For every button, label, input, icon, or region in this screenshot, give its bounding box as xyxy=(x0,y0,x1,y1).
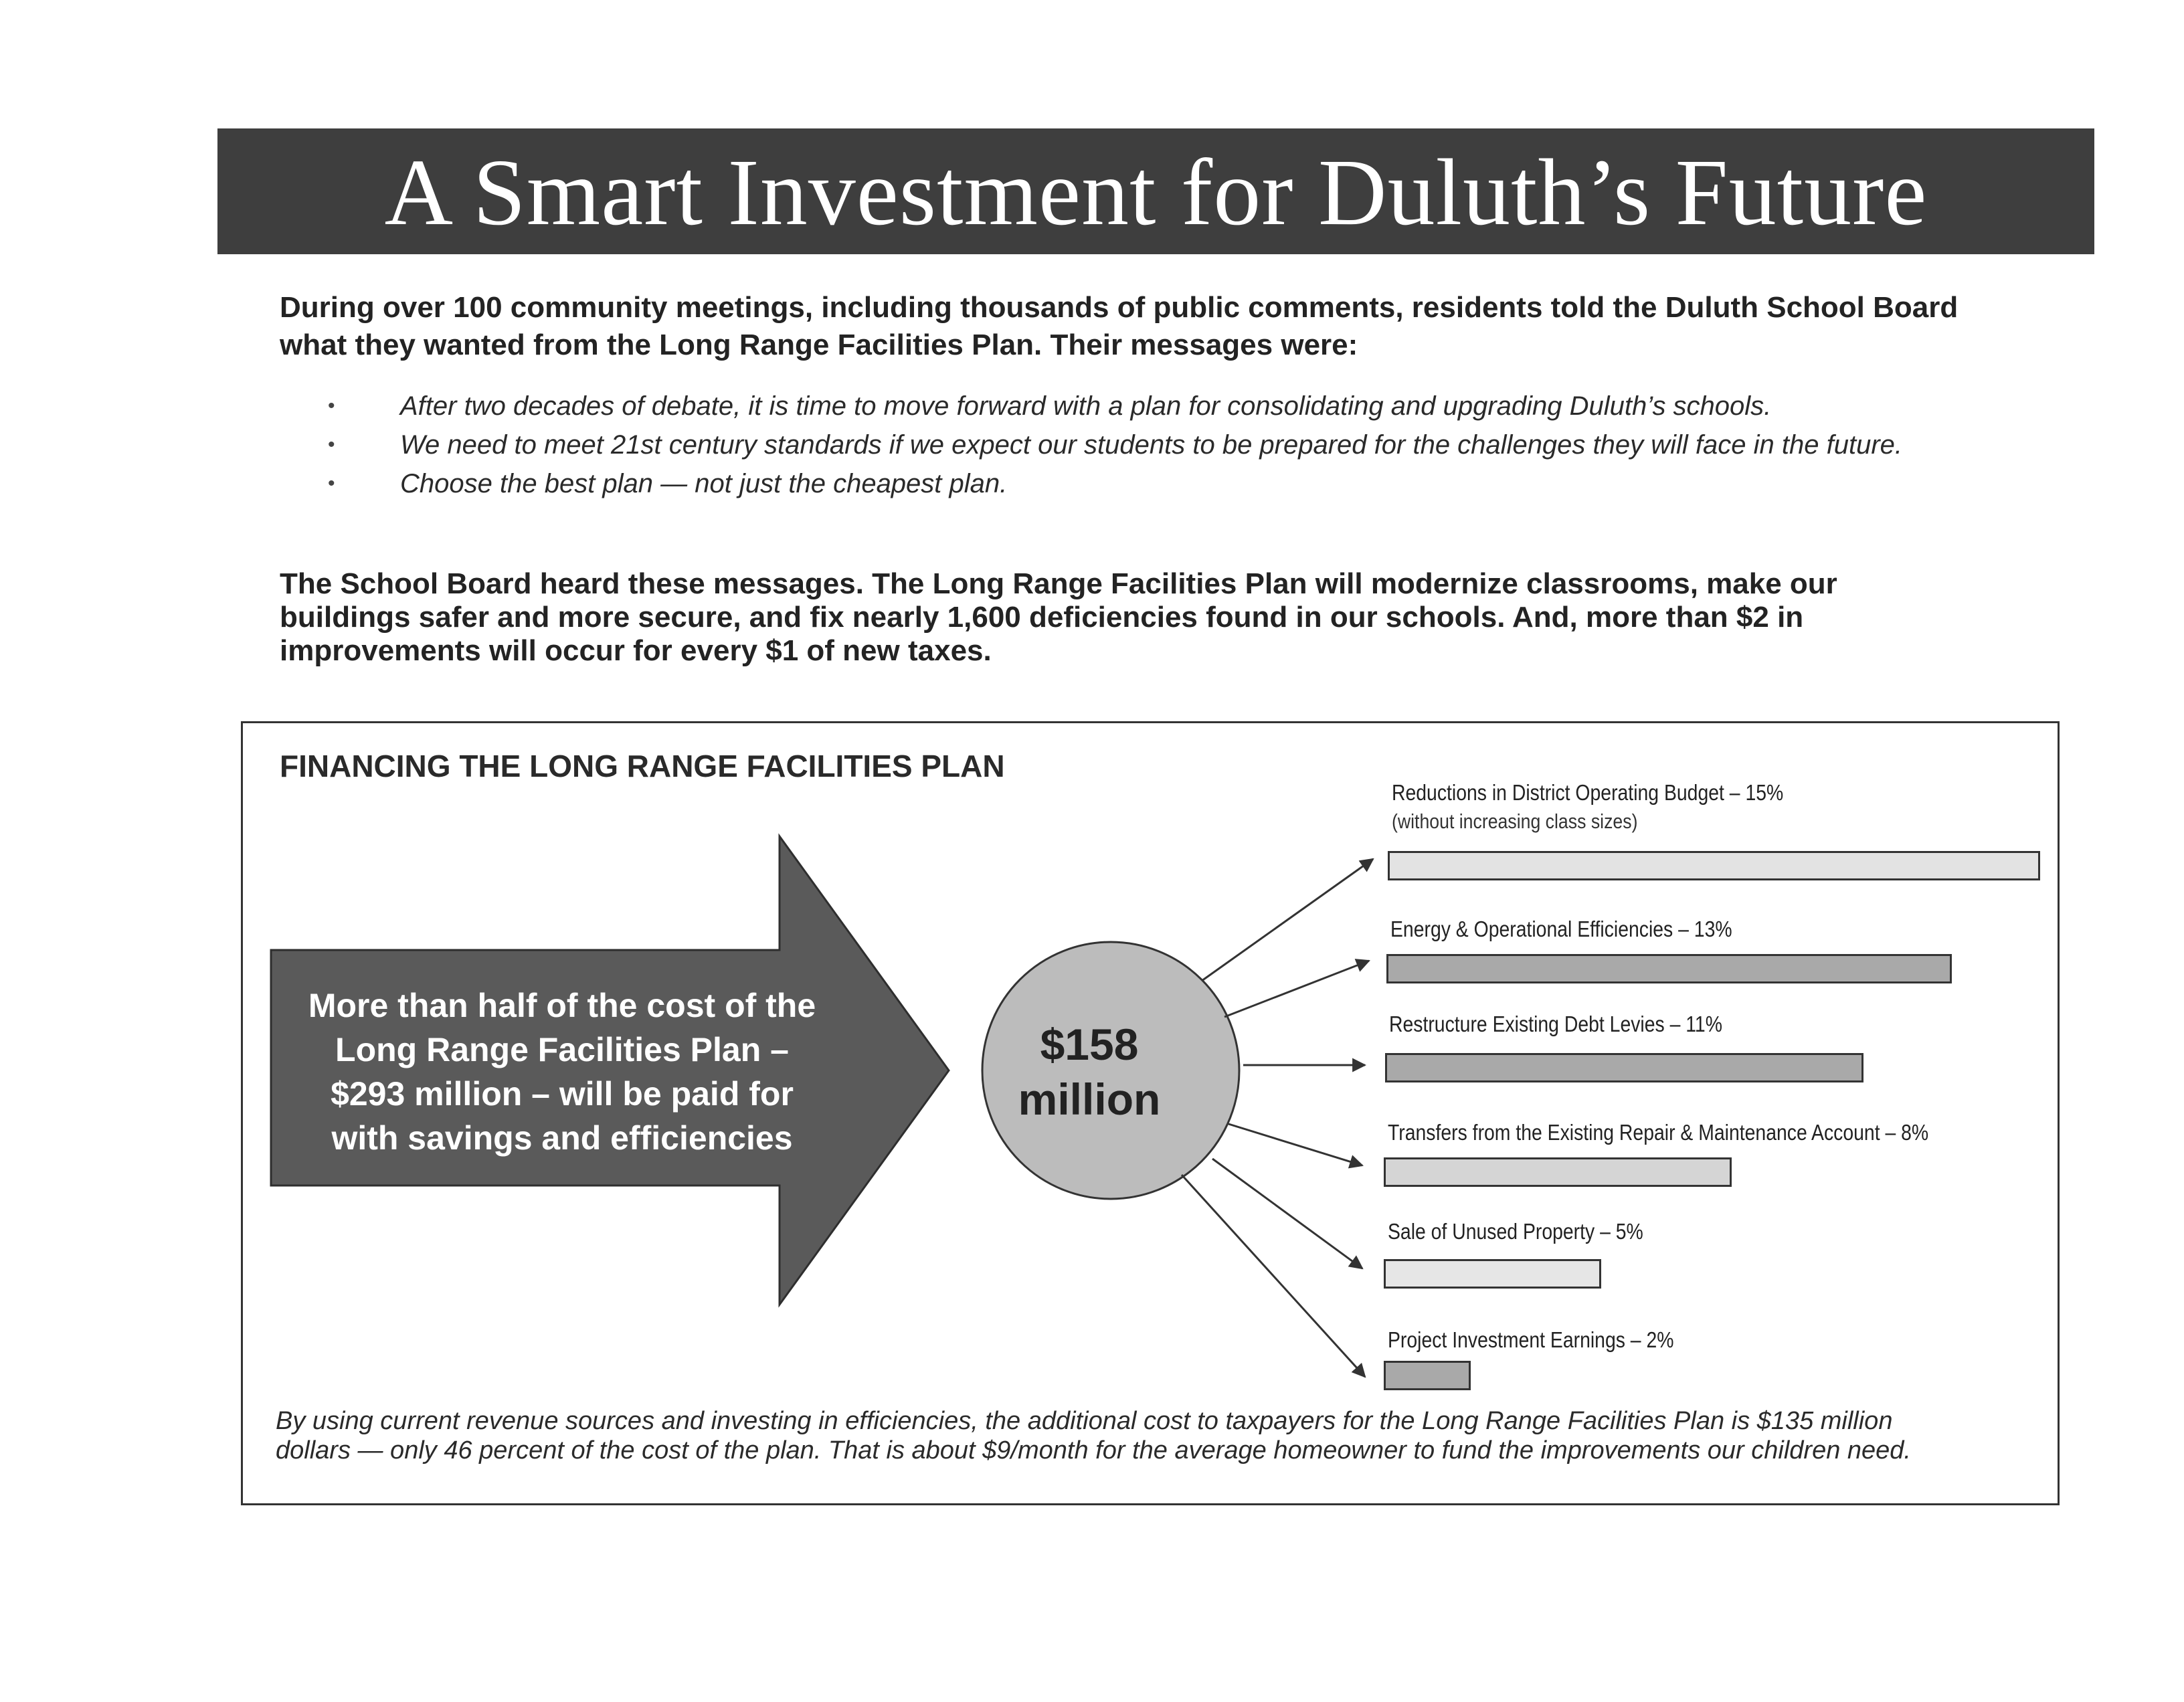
item-label: Restructure Existing Debt Levies – 11% xyxy=(1389,1012,1722,1036)
total-amount xyxy=(982,1017,1196,1127)
savings-arrow-text xyxy=(274,983,850,1160)
summary-paragraph: The School Board heard these messages. The Long Range Facilities Plan will modernize classrooms, make our buildings safer and more secure, and fix nearly 1,600 deficiencies found in our schools. And, more than $2 in improvements will occur for every $1 of new taxes. xyxy=(280,567,1837,667)
funding-bar xyxy=(1385,1053,1863,1082)
item-label: Project Investment Earnings – 2% xyxy=(1388,1327,1674,1352)
financing-title: FINANCING THE LONG RANGE FACILITIES PLAN xyxy=(280,749,1005,783)
connector-arrow xyxy=(1224,961,1369,1017)
bullet-icon: • xyxy=(328,434,335,456)
savings-text-line: $293 million – will be paid for xyxy=(331,1075,794,1113)
bullet-icon: • xyxy=(328,472,335,494)
funding-bar xyxy=(1384,1157,1732,1187)
item-label: Energy & Operational Efficiencies – 13% xyxy=(1390,917,1732,941)
savings-text-line: More than half of the cost of the xyxy=(308,987,816,1024)
item-label: Reductions in District Operating Budget – 15% xyxy=(1392,780,1784,805)
footnote: By using current revenue sources and investing in efficiencies, the additional cost to taxpayers for the Long Range Facilities Plan is $135 million dollars — only 46 percent of the cost of the plan. That is about $9/month for the average homeowner to fund the improvements our children need. xyxy=(276,1407,1911,1464)
funding-bar xyxy=(1388,851,2040,880)
connector-arrow xyxy=(1228,1124,1362,1165)
connector-arrow xyxy=(1182,1175,1365,1377)
item-label: Sale of Unused Property – 5% xyxy=(1388,1219,1643,1244)
funding-bar xyxy=(1386,954,1952,983)
savings-text-line: Long Range Facilities Plan – xyxy=(335,1031,789,1068)
list-item-text: We need to meet 21st century standards if we expect our students to be prepared for the challenges they will face in the future. xyxy=(400,430,1902,460)
bullet-icon: • xyxy=(328,395,335,417)
list-item-text: Choose the best plan — not just the cheapest plan. xyxy=(400,469,1008,498)
page-title: A Smart Investment for Duluth’s Future xyxy=(384,139,1928,245)
list-item-text: After two decades of debate, it is time to move forward with a plan for consolidating and upgrading Duluth’s schools. xyxy=(400,391,1772,421)
connector-arrow xyxy=(1212,1159,1362,1268)
item-label: Transfers from the Existing Repair & Maintenance Account – 8% xyxy=(1388,1120,1929,1145)
total-amount-value: $158 xyxy=(1040,1020,1139,1069)
savings-text-line: with savings and efficiencies xyxy=(331,1119,793,1157)
funding-bar xyxy=(1384,1259,1601,1289)
total-amount-unit: million xyxy=(1018,1074,1161,1124)
connector-arrow xyxy=(1202,859,1373,981)
item-sublabel: (without increasing class sizes) xyxy=(1392,810,1638,833)
funding-bar xyxy=(1384,1361,1471,1390)
intro-paragraph: During over 100 community meetings, including thousands of public comments, residents told the Duluth School Board what they wanted from the Long Range Facilities Plan. Their messages were: xyxy=(280,291,1959,361)
